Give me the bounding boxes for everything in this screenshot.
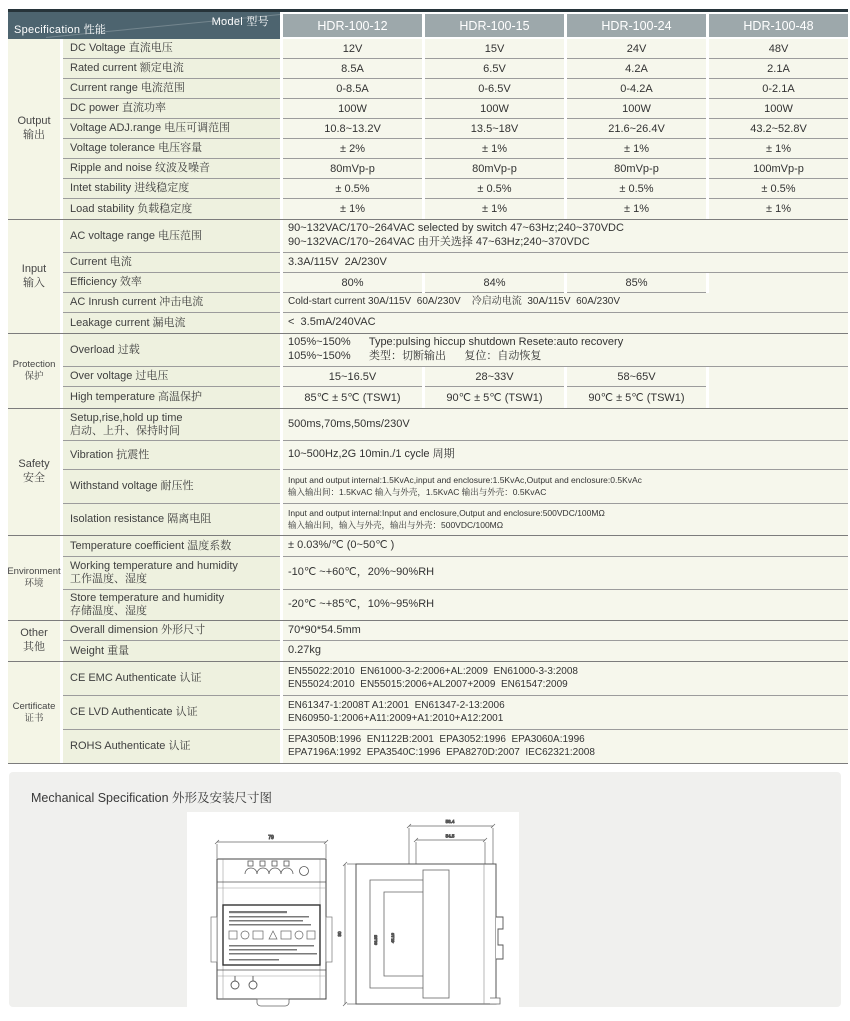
spec-row-label: Over voltage 过电压	[63, 367, 280, 387]
spec-row-label: Overall dimension 外形尺寸	[63, 621, 280, 641]
model-column-header: HDR-100-48	[709, 14, 848, 37]
spec-value-cell: 15~16.5V	[283, 367, 422, 387]
spec-row-label: Current range 电流范围	[63, 79, 280, 99]
section-category	[8, 662, 60, 763]
spec-row-label: Vibration 抗震性	[63, 441, 280, 470]
datasheet-page	[0, 9, 850, 1021]
spec-row-label: ROHS Authenticate 认证	[63, 730, 280, 763]
spec-row-label: Efficiency 效率	[63, 273, 280, 293]
spec-row	[63, 334, 848, 367]
section-rows	[63, 662, 848, 763]
section-rows	[63, 621, 848, 661]
value-line: 105%~150% Type:pulsing hiccup shutdown Resete:auto recovery	[288, 336, 624, 349]
section-category	[8, 39, 60, 219]
category-label-zh: 其他	[23, 641, 45, 653]
spec-row	[63, 159, 848, 179]
section-rows	[63, 536, 848, 620]
label-line: Store temperature and humidity	[70, 592, 225, 605]
spec-value-span: ± 0.03%/℃ (0~50℃ )	[283, 536, 848, 557]
spec-value-cell: 13.5~18V	[425, 119, 564, 139]
spec-row	[63, 253, 848, 273]
spec-value-cell: 90℃ ± 5℃ (TSW1)	[567, 387, 706, 408]
spec-row	[63, 504, 848, 535]
spec-row	[63, 409, 848, 441]
side-view	[337, 819, 503, 1006]
spec-value-cell: ± 1%	[567, 139, 706, 159]
spec-row	[63, 387, 848, 408]
spec-section	[8, 39, 848, 219]
spec-row-label: DC power 直流功率	[63, 99, 280, 119]
spec-value-cell: ± 0.5%	[283, 179, 422, 199]
section-category	[8, 220, 60, 333]
spec-value-cell: 48V	[709, 39, 848, 59]
category-label-zh: 环境	[24, 578, 44, 589]
spec-row	[63, 273, 848, 293]
spec-value-cell: ± 0.5%	[709, 179, 848, 199]
category-label-en: Other	[20, 627, 48, 640]
spec-row-label: Voltage tolerance 电压容量	[63, 139, 280, 159]
dimension-label: 79	[268, 835, 274, 841]
spec-value-cell: ± 1%	[425, 139, 564, 159]
category-label-zh: 证书	[24, 712, 44, 724]
model-column-header: HDR-100-15	[425, 14, 564, 37]
spec-row-label: Isolation resistance 隔离电阻	[63, 504, 280, 535]
spec-value-span: 10~500Hz,2G 10min./1 cycle 周期	[283, 441, 848, 470]
category-label-en: Safety	[18, 458, 50, 471]
spec-label: Specification 性能	[14, 24, 107, 36]
spec-value-cell: 0-6.5V	[425, 79, 564, 99]
category-label-zh: 输出	[23, 129, 45, 141]
spec-row	[63, 696, 848, 730]
spec-row	[63, 470, 848, 504]
spec-section	[8, 535, 848, 620]
value-line: Input and output internal:1.5KvAc,input and enclosure:1.5KvAc,Output and enclosure:0.5KvAc	[288, 475, 642, 486]
spec-row	[63, 139, 848, 159]
spec-row	[63, 99, 848, 119]
value-line: EN55022:2010 EN61000-3-2:2006+AL:2009 EN61000-3-3:2008	[288, 666, 578, 677]
spec-value-cell: 4.2A	[567, 59, 706, 79]
spec-value-span: 3.3A/115V 2A/230V	[283, 253, 848, 273]
spec-row-label: Rated current 额定电流	[63, 59, 280, 79]
value-line: EPA7196A:1992 EPA3540C:1996 EPA8270D:2007 IEC62321:2008	[288, 746, 595, 758]
spec-value-span: 500ms,70ms,50ms/230V	[283, 409, 848, 441]
spec-value-cell: 85℃ ± 5℃ (TSW1)	[283, 387, 422, 408]
spec-value-cell: 0-8.5A	[283, 79, 422, 99]
spec-section	[8, 219, 848, 333]
spec-value-cell	[709, 387, 848, 408]
dimension-label: 90	[337, 931, 342, 937]
section-category	[8, 621, 60, 661]
value-line: 输入输出间，输入与外壳，输出与外壳：500VDC/100MΩ	[288, 519, 504, 530]
spec-row-label: AC voltage range 电压范围	[63, 220, 280, 253]
spec-row	[63, 590, 848, 620]
spec-value-cell: 80mVp-p	[283, 159, 422, 179]
mechanical-drawing-svg	[187, 812, 519, 1008]
model-column-header: HDR-100-12	[283, 14, 422, 37]
mechanical-drawing	[187, 812, 519, 1008]
spec-section	[8, 333, 848, 408]
spec-row-label: Load stability 负载稳定度	[63, 199, 280, 219]
value-line: 90~132VAC/170~264VAC selected by switch 47~63Hz;240~370VDC	[288, 222, 624, 235]
section-category	[8, 334, 60, 408]
value-line: EN61347-1:2008T A1:2001 EN61347-2-13:2006	[288, 700, 505, 711]
spec-row	[63, 367, 848, 387]
spec-value-span: 0.27kg	[283, 641, 848, 661]
spec-value-span	[283, 662, 848, 696]
spec-value-span	[283, 334, 848, 367]
spec-value-span	[283, 470, 848, 504]
category-label-en: Input	[21, 262, 47, 275]
spec-value-cell: 8.5A	[283, 59, 422, 79]
category-label-en: Environment	[7, 566, 61, 578]
section-category	[8, 536, 60, 620]
spec-value-cell: ± 1%	[709, 199, 848, 219]
value-line: EN60950-1:2006+A11:2009+A1:2010+A12:2001	[288, 712, 504, 724]
spec-section	[8, 620, 848, 661]
label-line: 启动、上升、保持时间	[70, 424, 180, 437]
category-label-zh: 保护	[24, 371, 44, 382]
mechanical-title: Mechanical Specification 外形及安装尺寸图	[31, 791, 273, 805]
value-line: Input and output internal:Input and enclosure,Output and enclosure:500VDC/100MΩ	[288, 508, 605, 519]
spec-value-cell: 80mVp-p	[567, 159, 706, 179]
spec-value-cell: ± 0.5%	[425, 179, 564, 199]
spec-value-cell: 80%	[283, 273, 422, 293]
spec-value-span: 70*90*54.5mm	[283, 621, 848, 641]
dimension-label: 63.85	[373, 934, 378, 946]
spec-row-label: AC Inrush current 冲击电流	[63, 293, 280, 313]
spec-row-label: Withstand voltage 耐压性	[63, 470, 280, 504]
section-rows	[63, 334, 848, 408]
spec-value-cell: 100W	[709, 99, 848, 119]
spec-value-cell: 80mVp-p	[425, 159, 564, 179]
spec-table	[8, 9, 848, 764]
mechanical-panel	[9, 772, 841, 1007]
spec-row-label: CE EMC Authenticate 认证	[63, 662, 280, 696]
spec-value-cell: 100W	[283, 99, 422, 119]
spec-row	[63, 730, 848, 763]
table-header	[8, 9, 848, 39]
spec-section	[8, 661, 848, 763]
spec-row	[63, 441, 848, 470]
spec-value-cell: 0-4.2A	[567, 79, 706, 99]
spec-row-label: Intet stability 进线稳定度	[63, 179, 280, 199]
spec-value-cell: 100W	[425, 99, 564, 119]
spec-row	[63, 199, 848, 219]
spec-value-cell: 15V	[425, 39, 564, 59]
section-rows	[63, 39, 848, 219]
spec-row-label: Voltage ADJ.range 电压可调范围	[63, 119, 280, 139]
model-column-header: HDR-100-24	[567, 14, 706, 37]
spec-value-cell: ± 2%	[283, 139, 422, 159]
spec-value-span	[283, 730, 848, 763]
spec-row	[63, 621, 848, 641]
spec-row	[63, 39, 848, 59]
model-label: Model 型号	[211, 16, 269, 28]
spec-value-cell: 43.2~52.8V	[709, 119, 848, 139]
value-line: 输入输出间：1.5KvAC 输入与外壳，1.5KvAC 输出与外壳：0.5KvAC	[288, 486, 547, 497]
spec-row-label	[63, 409, 280, 441]
spec-row-label: Ripple and noise 纹波及噪音	[63, 159, 280, 179]
spec-value-span	[283, 696, 848, 730]
spec-row-label: Temperature coefficient 温度系数	[63, 536, 280, 557]
spec-row-label: DC Voltage 直流电压	[63, 39, 280, 59]
spec-row-label: Current 电流	[63, 253, 280, 273]
spec-row-label	[63, 590, 280, 620]
spec-section	[8, 408, 848, 535]
spec-value-cell: 58~65V	[567, 367, 706, 387]
section-rows	[63, 220, 848, 333]
spec-value-cell: ± 1%	[709, 139, 848, 159]
spec-value-span: Cold-start current 30A/115V 60A/230V 冷启动电流 30A/115V 60A/230V	[283, 293, 848, 313]
spec-row-label	[63, 557, 280, 590]
spec-row	[63, 293, 848, 313]
spec-sections	[8, 39, 848, 764]
value-line: 90~132VAC/170~264VAC 由开关选择 47~63Hz;240~370VDC	[288, 236, 590, 248]
label-line: Working temperature and humidity	[70, 560, 238, 573]
category-label-en: Certificate	[12, 700, 56, 712]
spec-row-label: Overload 过载	[63, 334, 280, 367]
spec-row	[63, 641, 848, 661]
spec-model-header-cell	[8, 12, 280, 39]
spec-row-label: Leakage current 漏电流	[63, 313, 280, 333]
spec-value-cell: ± 1%	[567, 199, 706, 219]
category-label-en: Output	[17, 115, 51, 128]
label-line: Setup,rise,hold up time	[70, 411, 183, 424]
spec-value-cell: 21.6~26.4V	[567, 119, 706, 139]
spec-row	[63, 79, 848, 99]
label-line: 存储温度、湿度	[70, 605, 147, 617]
spec-value-cell: ± 1%	[283, 199, 422, 219]
section-category	[8, 409, 60, 535]
spec-value-cell: 10.8~13.2V	[283, 119, 422, 139]
spec-value-span: < 3.5mA/240VAC	[283, 313, 848, 333]
spec-row	[63, 220, 848, 253]
value-line: 105%~150% 类型：切断输出 复位：自动恢复	[288, 350, 542, 362]
spec-value-cell: 6.5V	[425, 59, 564, 79]
section-rows	[63, 409, 848, 535]
spec-value-span: -20℃ ~+85℃，10%~95%RH	[283, 590, 848, 620]
spec-value-cell: ± 1%	[425, 199, 564, 219]
spec-value-cell: 84%	[425, 273, 564, 293]
category-label-zh: 输入	[23, 276, 45, 289]
spec-value-cell: 28~33V	[425, 367, 564, 387]
spec-value-cell	[709, 367, 848, 387]
spec-row	[63, 557, 848, 590]
spec-row	[63, 313, 848, 333]
value-line: EPA3050B:1996 EN1122B:2001 EPA3052:1996 EPA3060A:1996	[288, 734, 585, 745]
dimension-label: 58.4	[445, 819, 455, 824]
spec-value-cell: 90℃ ± 5℃ (TSW1)	[425, 387, 564, 408]
spec-value-span	[283, 504, 848, 535]
spec-value-cell: 2.1A	[709, 59, 848, 79]
dimension-label: 45.16	[390, 932, 395, 944]
dimension-label: 54.5	[445, 833, 455, 839]
spec-row	[63, 662, 848, 696]
label-line: 工作温度、湿度	[70, 573, 147, 585]
spec-row-label: High temperature 高温保护	[63, 387, 280, 408]
spec-row	[63, 59, 848, 79]
spec-row	[63, 119, 848, 139]
spec-row	[63, 536, 848, 557]
spec-value-cell: ± 0.5%	[567, 179, 706, 199]
spec-value-span	[283, 220, 848, 253]
spec-value-cell: 0-2.1A	[709, 79, 848, 99]
category-label-en: Protection	[12, 359, 56, 371]
spec-value-span: -10℃ ~+60℃，20%~90%RH	[283, 557, 848, 590]
spec-row-label: CE LVD Authenticate 认证	[63, 696, 280, 730]
spec-value-cell: 85%	[567, 273, 706, 293]
front-view	[211, 835, 332, 1006]
spec-row-label: Weight 重量	[63, 641, 280, 661]
category-label-zh: 安全	[23, 472, 45, 484]
spec-value-cell: 24V	[567, 39, 706, 59]
spec-row	[63, 179, 848, 199]
value-line: EN55024:2010 EN55015:2006+AL2007+2009 EN61547:2009	[288, 678, 568, 690]
spec-value-cell: 100W	[567, 99, 706, 119]
spec-value-cell: 100mVp-p	[709, 159, 848, 179]
spec-value-cell	[709, 273, 848, 293]
spec-value-cell: 12V	[283, 39, 422, 59]
